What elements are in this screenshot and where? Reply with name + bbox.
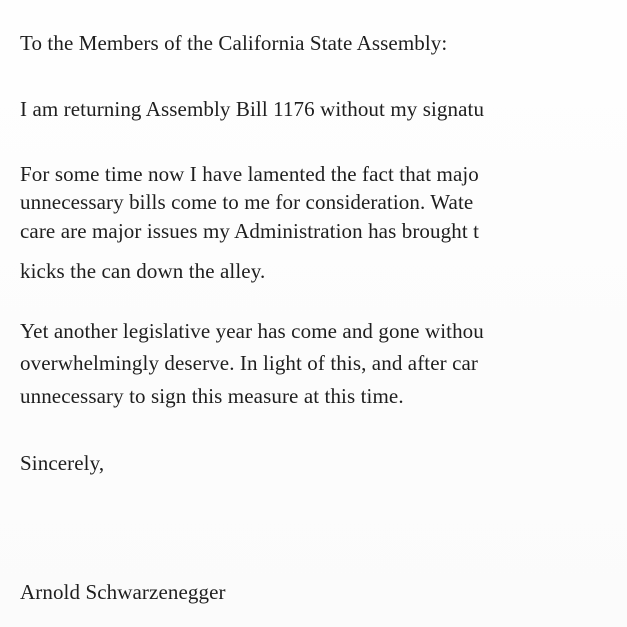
signature-name: Arnold Schwarzenegger <box>20 580 226 604</box>
closing: Sincerely, <box>20 451 105 475</box>
paragraph-3-line-3: unnecessary to sign this measure at this time. <box>20 384 404 408</box>
paragraph-1-line: I am returning Assembly Bill 1176 without my signatu <box>20 97 485 121</box>
paragraph-2-line-1: For some time now I have lamented the fact that majo <box>20 162 479 186</box>
paragraph-3-line-2: overwhelmingly deserve. In light of this, and after car <box>20 351 479 375</box>
paragraph-2-line-4: kicks the can down the alley. <box>20 259 266 283</box>
paragraph-2-line-3: care are major issues my Administration has brought t <box>20 219 480 243</box>
salutation: To the Members of the California State Assembly: <box>20 31 448 55</box>
paragraph-2-line-2: unnecessary bills come to me for consideration. Wate <box>20 190 474 214</box>
paragraph-3-line-1: Yet another legislative year has come and gone withou <box>20 319 484 343</box>
